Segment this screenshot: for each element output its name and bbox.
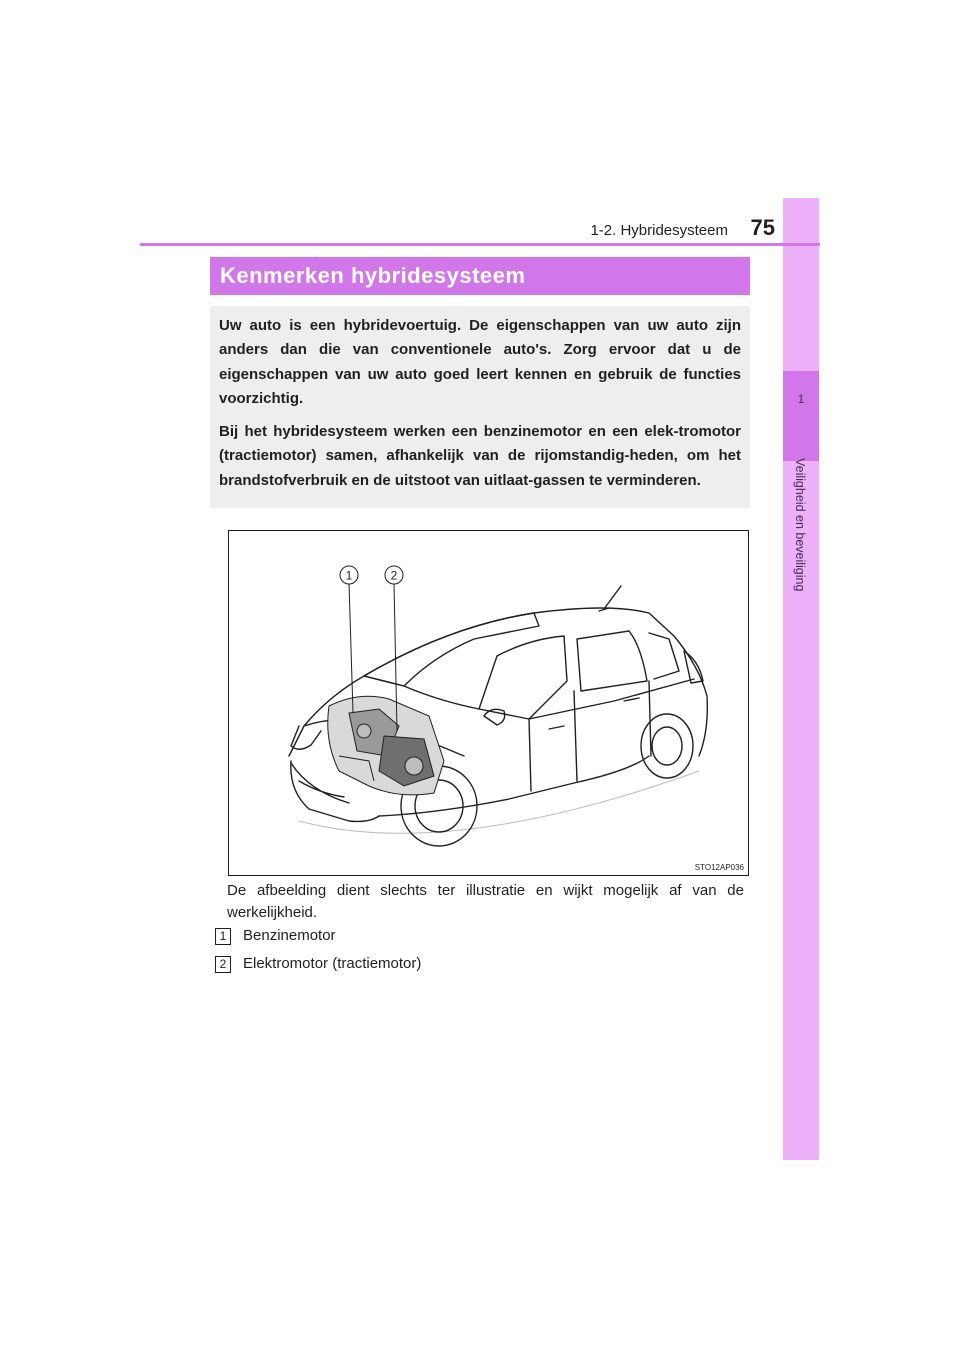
headlight — [291, 726, 321, 749]
figure-code: STO12AP036 — [694, 863, 744, 872]
chapter-side-tab-active — [783, 371, 819, 461]
section-header: 1-2. Hybridesysteem — [590, 222, 728, 239]
chapter-side-tab — [783, 198, 819, 1160]
intro-paragraph-2: Bij het hybridesysteem werken een benzinemotor en een elek-tromotor (tractiemotor) samen, afhankelijk van de rijomstandig-heden, om het brandstofverbruik en de uitstoot van uitlaat-gassen te verminderen. — [219, 423, 741, 489]
legend-badge: 1 — [215, 928, 231, 945]
section-title-bar — [210, 257, 750, 295]
legend-badge: 2 — [215, 956, 231, 973]
legend-label: Benzinemotor — [243, 927, 336, 944]
callout-2-label: 2 — [390, 568, 398, 583]
intro-box — [210, 306, 750, 508]
section-title: Kenmerken hybridesysteem — [220, 263, 526, 288]
legend-label: Elektromotor (tractiemotor) — [243, 955, 422, 972]
chapter-title-text: Veiligheid en beveiliging — [793, 458, 807, 592]
hybrid-car-illustration — [229, 531, 750, 877]
intro-paragraph-1: Uw auto is een hybridevoertuig. De eigenschappen van uw auto zijn anders dan die van conventionele auto's. Zorg ervoor dat u de eigenschappen van uw auto goed leert kennen en gebruik de functies voorzichtig. — [219, 317, 741, 407]
figure-caption: De afbeelding dient slechts ter illustratie en wijkt mogelijk af van de werkelijkheid. — [227, 882, 744, 921]
antenna — [604, 586, 621, 609]
chapter-title-vertical — [783, 452, 819, 642]
windshield — [364, 613, 539, 686]
page-number: 75 — [750, 215, 775, 240]
hybrid-car-figure — [228, 530, 749, 876]
header-rule — [140, 243, 820, 246]
rear-side-window — [577, 631, 647, 691]
chapter-number: 1 — [797, 392, 805, 406]
rear-wheel — [641, 714, 693, 778]
front-side-window — [479, 636, 567, 719]
callout-1-label: 1 — [345, 568, 353, 583]
